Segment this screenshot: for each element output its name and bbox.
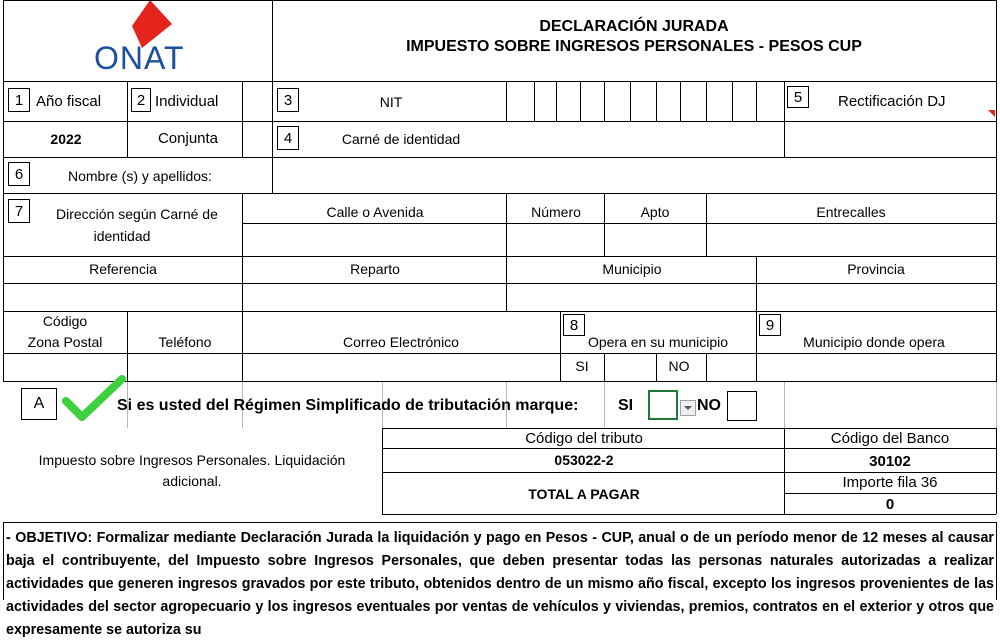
operates-si-option[interactable]: SI (575, 358, 589, 374)
field-7-label-2: identidad (93, 228, 151, 244)
regime-no-checkbox[interactable] (727, 391, 757, 421)
field-7-box: 7 (8, 199, 30, 223)
field-8-label: Opera en su municipio (587, 334, 729, 350)
title-line-2: IMPUESTO SOBRE INGRESOS PERSONALES - PESOS CUP (406, 38, 862, 55)
col-entrecalles: Entrecalles (816, 204, 886, 220)
col-apto: Apto (640, 204, 670, 220)
regime-no-label: NO (697, 397, 721, 414)
col-numero: Número (531, 204, 581, 220)
col-reparto: Reparto (350, 261, 400, 277)
regime-si-checkbox[interactable] (648, 390, 678, 420)
field-6-box: 6 (8, 162, 30, 186)
phone-label: Teléfono (158, 334, 212, 350)
regime-question: Si es usted del Régimen Simplificado de tributación marque: (117, 397, 579, 414)
objective-text: - OBJETIVO: Formalizar mediante Declaración Jurada la liquidación y pago en Pesos - CUP, anual o de un período menor de 12 meses al causar baja el contribuyente, del Impuesto sobre Ingresos Personales, que deben presentar todas las personas naturales autorizadas a realizar actividades que generen ingresos gravados por este tributo, obtenidos dentro de un mismo año fiscal, excepto los ingresos provenientes de las actividades del sector agropecuario y los ingresos eventuales por ventas de vehículos y viviendas, premios, contratos en el exterior y otros que expresamente se autoriza su (6, 530, 994, 638)
operates-no-option[interactable]: NO (668, 358, 690, 374)
email-label: Correo Electrónico (343, 334, 459, 350)
postal-code-label-2: Zona Postal (27, 334, 103, 350)
chevron-down-icon (684, 406, 692, 410)
col-referencia: Referencia (89, 261, 157, 277)
importe-label: Importe fila 36 (842, 474, 938, 491)
field-3-box: 3 (277, 88, 299, 112)
field-5-box: 5 (787, 86, 809, 108)
joint-option[interactable]: Conjunta (157, 130, 219, 147)
comment-indicator (988, 110, 995, 117)
field-1-box: 1 (8, 88, 30, 112)
title-line-1: DECLARACIÓN JURADA (539, 18, 729, 35)
section-a-box: A (21, 388, 57, 420)
field-4-label: Carné de identidad (341, 131, 461, 147)
field-3-label: NIT (379, 94, 403, 110)
field-7-label-1: Dirección según Carné de (56, 206, 218, 222)
field-1-label: Año fiscal (36, 93, 102, 110)
field-2-box: 2 (131, 88, 151, 112)
field-4-box: 4 (277, 126, 299, 150)
logo-text: ONAT (94, 40, 185, 76)
name-input[interactable] (273, 158, 995, 192)
col-municipio: Municipio (602, 261, 662, 277)
postal-code-label-1: Código (42, 313, 88, 329)
field-6-label: Nombre (s) y apellidos: (68, 168, 212, 184)
field-9-box: 9 (759, 314, 781, 336)
total-label: TOTAL A PAGAR (528, 486, 640, 502)
field-8-box: 8 (563, 314, 585, 336)
bank-code-value: 30102 (869, 453, 911, 470)
col-provincia: Provincia (847, 261, 905, 277)
bank-code-label: Código del Banco (830, 430, 950, 447)
field-2-label: Individual (155, 93, 219, 110)
importe-value: 0 (885, 496, 895, 513)
field-5-label: Rectificación DJ (838, 93, 946, 110)
regime-si-label: SI (618, 397, 634, 414)
tax-description: Impuesto sobre Ingresos Personales. Liquidación adicional. (38, 452, 346, 489)
regime-si-dropdown[interactable] (680, 400, 696, 416)
onat-logo (88, 0, 198, 78)
fiscal-year-value[interactable]: 2022 (50, 131, 82, 147)
tax-code-label: Código del tributo (525, 430, 643, 447)
tax-code-value: 053022-2 (554, 452, 614, 468)
col-calle: Calle o Avenida (326, 204, 424, 220)
field-9-label: Municipio donde opera (803, 334, 945, 350)
